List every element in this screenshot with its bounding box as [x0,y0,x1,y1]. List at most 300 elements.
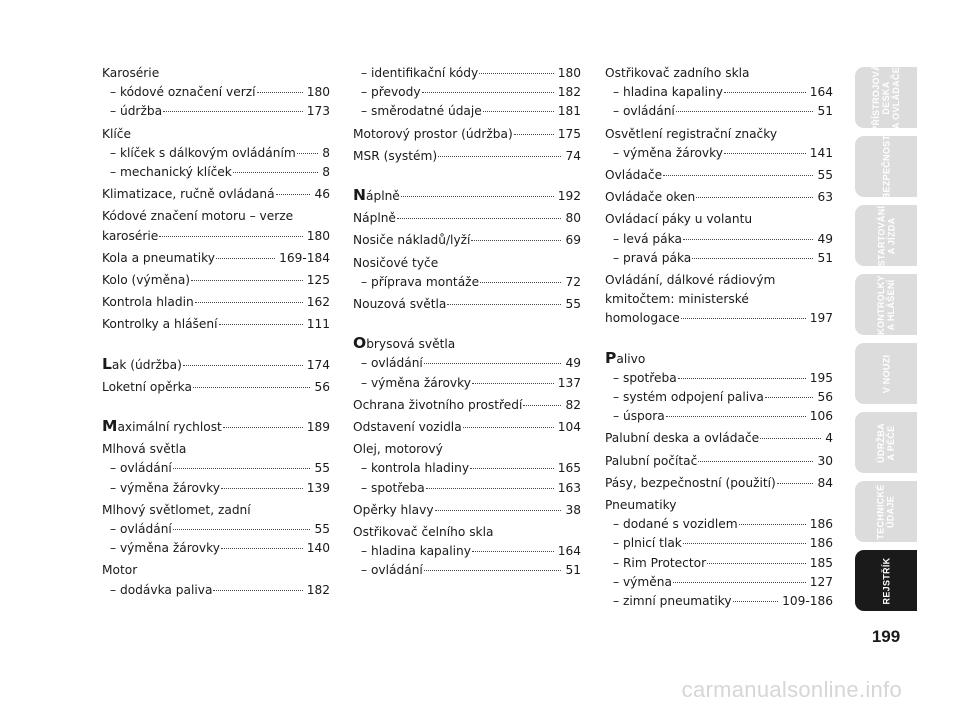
entry-text [605,166,662,185]
leader-dots [426,488,554,489]
entry-heading [605,496,833,515]
index-subentry [353,374,581,393]
entry-text [613,230,682,249]
entry-label: – ovládání [361,356,423,371]
leader-dots [673,582,806,583]
index-subentry [102,520,330,539]
entry-text [102,315,218,334]
leader-dots [221,548,303,549]
index-entry [353,396,581,415]
entry-label: – levá páka [613,231,682,246]
page-ref: 163 [557,480,581,495]
entry-text [613,369,677,388]
index-item [605,496,833,611]
entry-text [102,355,182,375]
index-subentry [353,83,581,102]
index-entry [102,249,330,268]
index-subentry [353,102,581,121]
index-entry [605,452,833,471]
leader-dots [193,387,311,388]
entry-text [102,185,275,204]
index-item [353,501,581,520]
index-item [353,64,581,122]
leader-dots [483,111,554,112]
entry-text [361,83,421,102]
index-entry [605,188,833,207]
leader-dots [463,427,554,428]
index-subentry [605,388,833,407]
heading-text: Olej, motorový [353,442,443,457]
entry-label: – údržba [110,104,163,119]
entry-text [110,102,162,121]
page-ref: 56 [817,390,833,405]
index-subentry [605,592,833,611]
leader-dots [173,529,311,530]
letter-gap [102,338,330,355]
index-item [102,378,330,397]
index-subentry [353,459,581,478]
entry-label: – úspora [613,409,665,424]
page-ref: 69 [565,233,581,248]
index-entry [353,231,581,250]
index-item [605,452,833,471]
entry-heading [605,271,833,290]
entry-text [605,309,680,328]
index-subentry [605,102,833,121]
index-subentry [605,573,833,592]
index-item [102,207,330,245]
section-tab[interactable] [855,481,917,542]
section-tab[interactable] [855,63,917,132]
leader-dots [472,551,554,552]
entry-label: – výměna [613,574,672,589]
index-item [605,64,833,122]
index-subentry [102,539,330,558]
entry-label: Nouzová světla [353,297,447,312]
entry-text [613,592,732,611]
entry-text [353,209,396,228]
entry-label: – mechanický klíček [110,165,232,180]
section-tab[interactable] [855,550,917,611]
page-ref: 140 [306,541,330,556]
index-item [605,125,833,163]
entry-text [102,417,222,437]
leader-dots [422,92,554,93]
index-column-3 [605,64,833,614]
entry-text [613,515,738,534]
page-ref: 8 [322,165,330,180]
index-entry [353,418,581,437]
leader-dots [397,218,562,219]
entry-label: – systém odpojení paliva [613,390,764,405]
entry-label: Odstavení vozidla [353,420,462,435]
entry-text [353,231,470,250]
section-tab-label: BEZPEČNOST [881,134,892,199]
page-ref: 180 [306,85,330,100]
leader-dots [221,488,303,489]
page-ref: 55 [314,522,330,537]
index-item [605,271,833,329]
entry-label: – ovládání [110,522,172,537]
index-item [605,349,833,427]
entry-heading [353,440,581,459]
index-subentry [102,163,330,182]
entry-text [613,573,672,592]
entry-text [102,293,194,312]
section-tab-label: REJSTŘÍK [880,557,891,604]
entry-text [102,249,215,268]
entry-text [110,520,172,539]
entry-text [613,534,682,553]
index-entry [102,315,330,334]
leader-dots [195,302,303,303]
index-item [605,166,833,185]
index-item [605,188,833,207]
index-entry [353,209,581,228]
leader-dots [681,318,806,319]
section-tab[interactable] [855,412,917,473]
leader-dots [663,175,813,176]
entry-label: – hladina kapaliny [613,85,723,100]
index-item [353,418,581,437]
leader-dots [683,239,814,240]
page-ref: 104 [557,420,581,435]
page-ref: 162 [306,295,330,310]
section-tab-label: STARTOVÁNÍ A JÍZDA [875,205,896,266]
leader-dots [159,236,302,237]
leader-dots [479,73,554,74]
index-item [353,254,581,292]
index-item [102,355,330,375]
letter-gap [605,332,833,349]
entry-text [361,64,478,83]
watermark-text: carmanualsonline.info [681,677,902,702]
heading-text: brysová světla [366,337,456,352]
leader-dots [698,461,813,462]
index-subentry [605,369,833,388]
leader-dots [523,405,561,406]
entry-label: – dodané s vozidlem [613,517,738,532]
page-ref: 182 [557,85,581,100]
leader-dots [438,156,561,157]
letter-gap [353,317,581,334]
index-item [102,440,330,498]
leader-dots [257,92,303,93]
entry-label: – výměna žárovky [361,375,471,390]
index-entry [102,227,330,246]
leader-dots [514,134,554,135]
entry-text [353,147,437,166]
entry-heading [102,440,330,459]
page-ref: 55 [565,297,581,312]
page-ref: 180 [306,228,330,243]
heading-text: Motor [102,563,138,578]
page-ref: 72 [565,274,581,289]
leader-dots [760,438,821,439]
index-item [102,185,330,204]
index-item [102,64,330,122]
leader-dots [765,397,814,398]
index-subentry [102,102,330,121]
page-ref: 139 [306,480,330,495]
entry-text [361,354,423,373]
index-subentry [353,479,581,498]
heading-text: Kódové značení motoru – verze [102,209,294,224]
index-entry [353,186,581,206]
index-item [353,396,581,415]
page-ref: 189 [306,420,330,435]
entry-label: Klimatizace, ručně ovládaná [102,187,275,202]
page-ref: 55 [314,461,330,476]
entry-initial: L [102,354,112,373]
entry-text [361,102,482,121]
page-ref: 55 [817,168,833,183]
page-ref: 165 [557,461,581,476]
entry-label: áplně [365,189,400,204]
heading-text: Ovládání, dálkové rádiovým [605,273,776,288]
entry-label: Ochrana životního prostředí [353,397,523,412]
index-subentry [102,479,330,498]
leader-dots [739,524,806,525]
entry-initial: O [353,334,367,353]
index-subentry [353,542,581,561]
entry-text [361,459,469,478]
page-ref: 8 [322,145,330,160]
index-subentry [353,354,581,373]
page-ref: 137 [557,375,581,390]
letter-gap [102,400,330,417]
entry-label: – ovládání [110,461,172,476]
page-ref: 84 [817,475,833,490]
page-ref: 195 [809,370,833,385]
entry-label: karosérie [102,228,159,243]
page-ref: 106 [809,409,833,424]
leader-dots [223,427,303,428]
index-subentry [605,83,833,102]
entry-label: – Rim Protector [613,555,707,570]
entry-text [613,83,723,102]
entry-text [605,474,776,493]
section-tab[interactable] [855,136,917,197]
index-item [102,125,330,183]
index-item [605,429,833,448]
entry-label: aximální rychlost [117,420,222,435]
page-ref: 164 [809,85,833,100]
index-subentry [605,144,833,163]
entry-label: Palubní počítač [605,453,698,468]
index-item [353,523,581,581]
leader-dots [692,258,813,259]
entry-label: – klíček s dálkovým ovládáním [110,145,296,160]
index-entry [353,501,581,520]
entry-text [110,459,172,478]
heading-text: Mlhová světla [102,442,187,457]
index-subentry [605,534,833,553]
section-tab-label: V NOUZI [880,354,891,393]
entry-label: – pravá páka [613,250,692,265]
heading-text: Karosérie [102,66,160,80]
section-tab-label: ÚDRŽBA A PÉČE [875,422,896,463]
heading-text: Nosičové tyče [353,255,439,270]
entry-text [353,125,513,144]
entry-label: – výměna žárovky [613,145,723,160]
page-ref: 125 [306,273,330,288]
entry-label: Nosiče nákladů/lyží [353,233,471,248]
entry-text [605,452,697,471]
leader-dots [480,282,561,283]
entry-text [613,102,675,121]
page-ref: 192 [557,189,581,204]
entry-label: – směrodatné údaje [361,104,482,119]
index-item [102,417,330,437]
entry-label: Motorový prostor (údržba) [353,126,513,141]
page-ref: 38 [565,502,581,517]
index-item [353,231,581,250]
page-ref: 111 [306,317,330,332]
index-entry [605,429,833,448]
entry-label: – výměna žárovky [110,480,220,495]
index-subentry [353,273,581,292]
section-tab-label: KONTROLKY A HLÁŠENÍ [875,274,896,335]
page-ref: 182 [306,582,330,597]
heading-text: alivo [616,351,646,366]
entry-initial: N [353,186,366,205]
entry-label: Ovládače [605,168,663,183]
entry-label: MSR (systém) [353,148,438,163]
section-tab[interactable] [855,343,917,404]
heading-text: Ostřikovač čelního skla [353,525,494,540]
entry-label: Náplně [353,211,396,226]
leader-dots [183,365,303,366]
entry-label: – ovládání [613,104,675,119]
leader-dots [777,483,814,484]
section-tab[interactable] [855,274,917,335]
section-tab-label: TECHNICKÉ ÚDAJE [875,483,896,540]
index-entry [102,293,330,312]
entry-label: – výměna žárovky [110,541,220,556]
index-item [605,474,833,493]
entry-heading [605,64,833,83]
entry-label: homologace [605,311,680,326]
entry-text [110,83,256,102]
index-item [353,334,581,393]
leader-dots [696,197,813,198]
entry-text [613,407,665,426]
entry-label: ak (údržba) [111,357,182,372]
leader-dots [276,194,311,195]
entry-label: Kontrolky a hlášení [102,317,218,332]
index-item [353,186,581,206]
leader-dots [191,280,303,281]
entry-text [613,554,706,573]
index-subentry [605,515,833,534]
entry-text [353,418,462,437]
leader-dots [707,563,806,564]
leader-dots [676,111,814,112]
entry-label: – hladina kapaliny [361,544,471,559]
leader-dots [472,383,554,384]
heading-text: Pneumatiky [605,498,677,513]
page-ref: 30 [817,453,833,468]
entry-label: – spotřeba [613,370,677,385]
entry-heading [605,210,833,229]
heading-text: Ostřikovač zadního skla [605,66,750,80]
leader-dots [447,304,561,305]
leader-dots [666,416,806,417]
index-subentry [102,144,330,163]
index-entry [102,417,330,437]
index-entry [102,185,330,204]
section-tab[interactable] [855,205,917,266]
page-ref: 51 [565,563,581,578]
index-item [353,125,581,144]
entry-label: – dodávka paliva [110,582,213,597]
index-column-2 [353,64,581,584]
index-item [353,440,581,498]
index-subentry [353,561,581,580]
index-item [102,501,330,559]
index-entry [102,378,330,397]
heading-text: Klíče [102,126,131,141]
leader-dots [163,111,303,112]
entry-label: Opěrky hlavy [353,502,434,517]
page-ref: 109-186 [782,594,833,609]
page-ref: 4 [825,431,833,446]
index-item [102,271,330,290]
entry-text [613,144,723,163]
heading-text: Mlhový světlomet, zadní [102,502,251,517]
page-ref: 49 [565,356,581,371]
entry-text [353,295,446,314]
entry-label: Ovládače oken [605,190,696,205]
entry-heading [102,64,330,83]
entry-label: – spotřeba [361,480,425,495]
section-tab-label: PŘÍSTROJOVÁ DESKA A OVLÁDAČE [871,63,901,132]
index-subentry [353,64,581,83]
entry-text [361,561,423,580]
index-entry [605,474,833,493]
index-entry [353,295,581,314]
entry-label: Kola a pneumatiky [102,250,215,265]
entry-text [110,144,296,163]
leader-dots [470,468,554,469]
entry-label: – zimní pneumatiky [613,594,732,609]
entry-text [102,227,158,246]
entry-heading [353,334,581,354]
entry-label: – kontrola hladiny [361,461,470,476]
page-ref: 181 [557,104,581,119]
page-ref: 63 [817,190,833,205]
entry-label: – převody [361,85,421,100]
page-ref: 82 [565,397,581,412]
entry-label: – identifikační kódy [361,66,479,80]
leader-dots [424,570,562,571]
entry-text [110,581,212,600]
page-ref: 127 [809,574,833,589]
page-ref: 80 [565,211,581,226]
leader-dots [213,590,302,591]
page-ref: 51 [817,250,833,265]
index-subentry [605,554,833,573]
index-subentry [102,459,330,478]
entry-label: – plnicí tlak [613,536,682,551]
index-entry [102,271,330,290]
leader-dots [724,153,806,154]
entry-heading-line: kmitočtem: ministerské [605,292,749,307]
leader-dots [297,153,319,154]
index-item [353,209,581,228]
entry-heading [605,125,833,144]
